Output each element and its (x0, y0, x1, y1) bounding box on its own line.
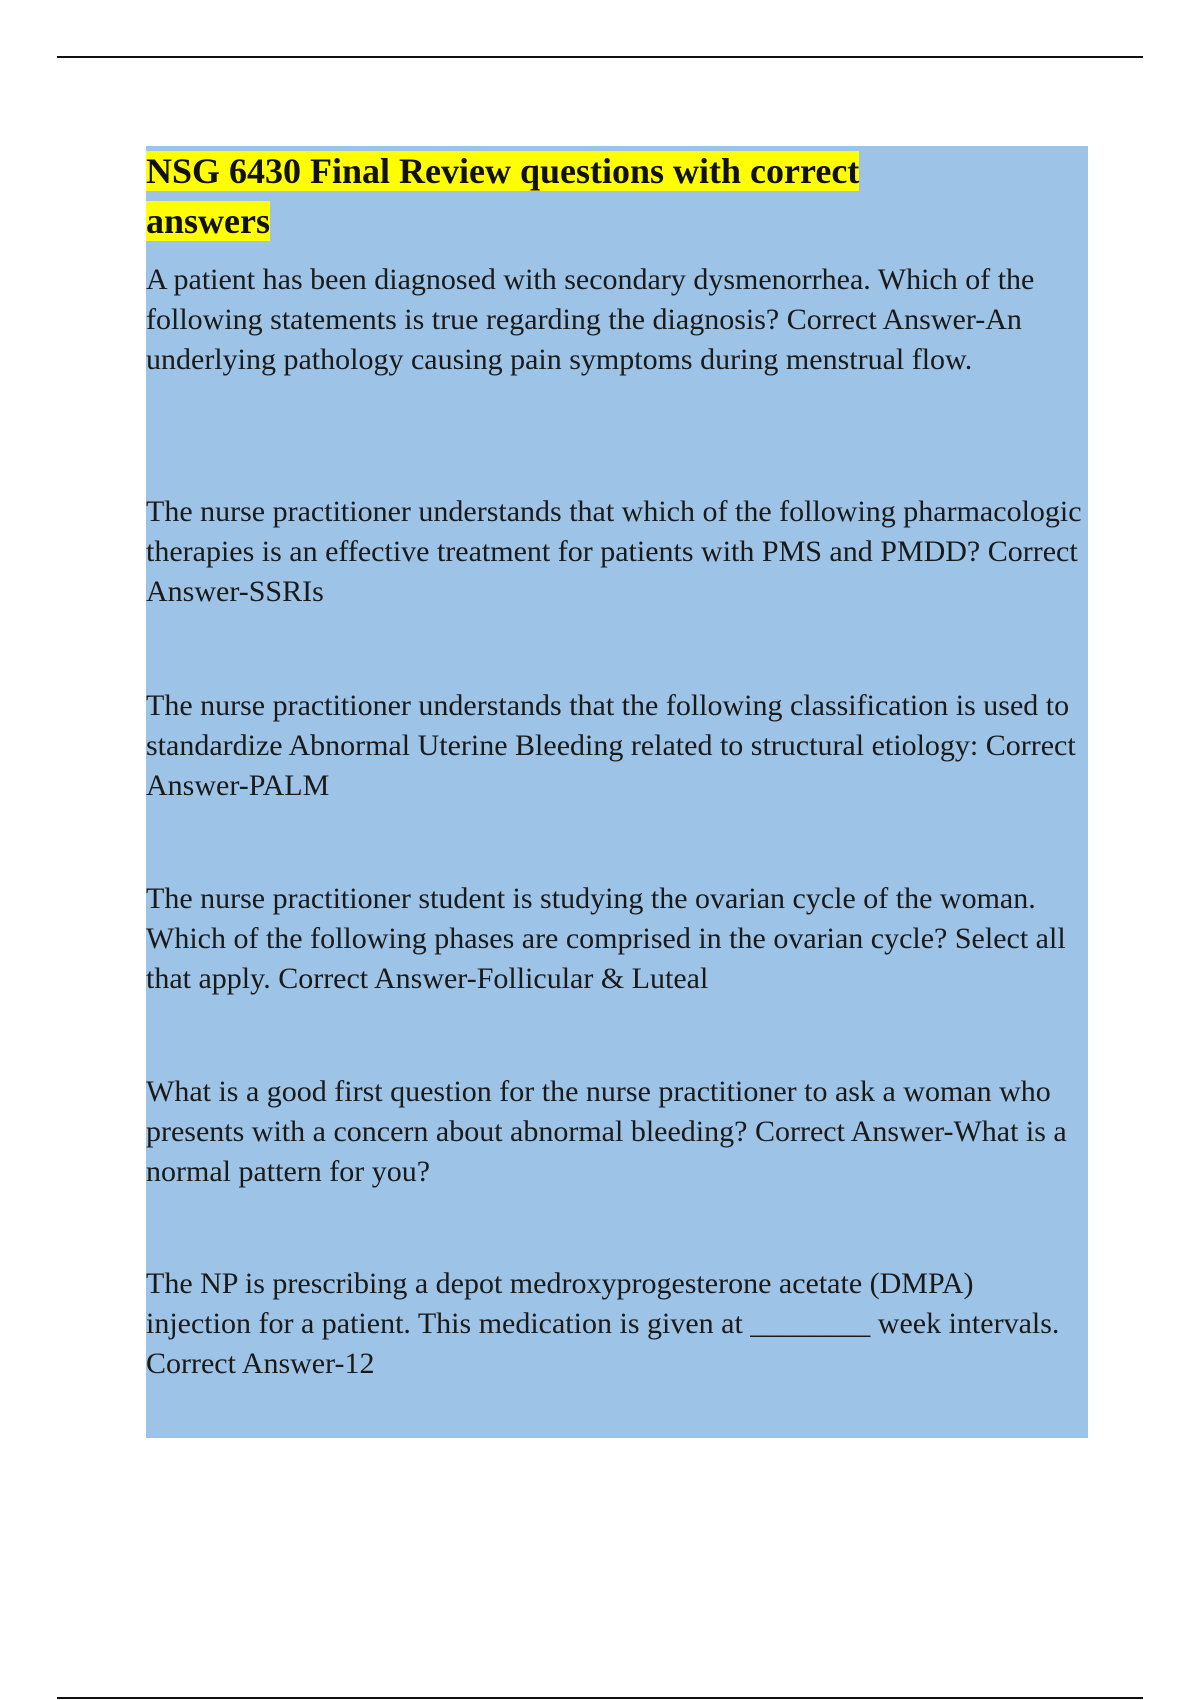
footer-rule (57, 1697, 1143, 1699)
qa-item: The nurse practitioner student is studying the ovarian cycle of the woman. Which of the following phases are comprised in the ovarian cycle? Select all that apply. Correct Answer-Follicular & Luteal (146, 882, 1066, 995)
document-title-text: NSG 6430 Final Review questions with correct answers (146, 151, 860, 241)
header-rule (57, 56, 1143, 58)
qa-item: The NP is prescribing a depot medroxyprogesterone acetate (DMPA) injection for a patient. This medication is given at ________ week intervals. Correct Answer-12 (146, 1267, 1060, 1380)
document-title (146, 146, 966, 246)
qa-item: The nurse practitioner understands that the following classification is used to standardize Abnormal Uterine Bleeding related to structural etiology: Correct Answer-PALM (146, 689, 1076, 802)
qa-item: The nurse practitioner understands that which of the following pharmacologic therapies is an effective treatment for patients with PMS and PMDD? Correct Answer-SSRIs (146, 495, 1082, 608)
content-block (146, 146, 1088, 1438)
qa-item: What is a good first question for the nurse practitioner to ask a woman who presents with a concern about abnormal bleeding? Correct Answer-What is a normal pattern for you? (146, 1075, 1067, 1188)
qa-item: A patient has been diagnosed with secondary dysmenorrhea. Which of the following statements is true regarding the diagnosis? Correct Answer-An underlying pathology causing pain symptoms during menstrual flow. (146, 263, 1035, 376)
